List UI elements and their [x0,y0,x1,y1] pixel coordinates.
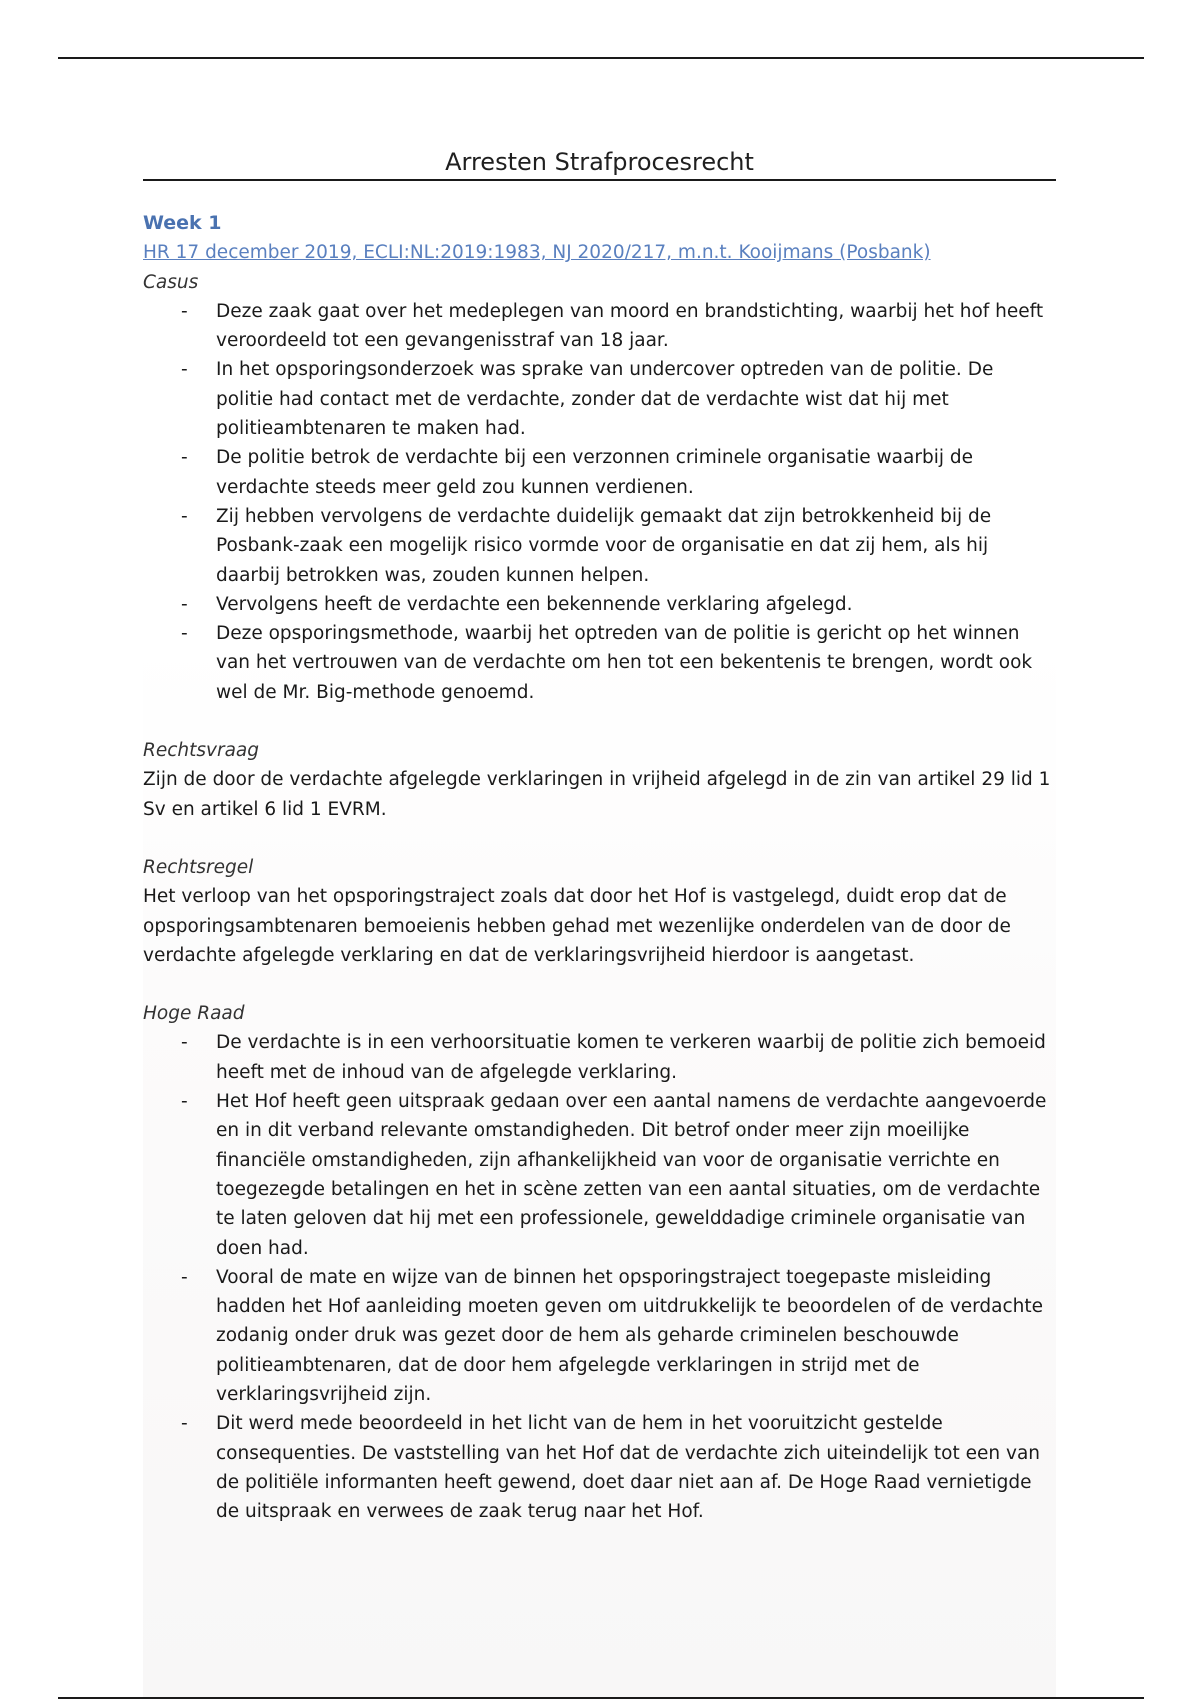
list-item-text: Dit werd mede beoordeeld in het licht van de hem in het vooruitzicht gestelde consequenties. De vaststelling van het Hof dat de verdachte zich uiteindelijk tot een van de politiële informanten heeft gewend, doet daar niet aan af. De Hoge Raad vernietigde de uitspraak en verwees de zaak terug naar het Hof. [216,1413,1041,1523]
list-item [143,1263,1056,1409]
dash-bullet: - [181,1032,188,1054]
hoge-raad-section [143,999,1056,1526]
rechtsregel-heading: Rechtsregel [143,856,254,878]
rechtsregel-text: Het verloop van het opsporingstraject zoals dat door het Hof is vastgelegd, duidt erop dat de opsporingsambtenaren bemoeienis hebben gehad met wezenlijke onderdelen van de door de verdachte afgelegde verklaring en dat de verklaringsvrijheid hierdoor is aangetast. [143,886,1011,966]
list-item-text: Vooral de mate en wijze van de binnen het opsporingstraject toegepaste misleiding hadden het Hof aanleiding moeten geven om uitdrukkelijk te beoordelen of de verdachte zodanig onder druk was gezet door de hem als geharde criminelen beschouwde politieambtenaren, dat de door hem afgelegde verklaringen in strijd met de verklaringsvrijheid zijn. [216,1266,1044,1405]
list-item [143,297,1056,356]
rechtsregel-section [143,853,1056,970]
dash-bullet: - [181,1091,188,1113]
rechtsvraag-text: Zijn de door de verdachte afgelegde verklaringen in vrijheid afgelegd in de zin van artikel 29 lid 1 Sv en artikel 6 lid 1 EVRM. [143,769,1051,820]
dash-bullet: - [181,447,188,469]
document-title: Arresten Strafprocesrecht [445,148,754,176]
page-bottom-rule [58,1697,1144,1699]
list-item-text: In het opsporingsonderzoek was sprake van undercover optreden van de politie. De politie had contact met de verdachte, zonder dat de verdachte wist dat hij met politieambtenaren te maken had. [216,359,994,440]
hoge-raad-heading: Hoge Raad [143,1003,245,1025]
list-item [143,619,1056,707]
dash-bullet: - [181,593,188,615]
week-heading: Week 1 [143,212,222,234]
list-item-text: Het Hof heeft geen uitspraak gedaan over een aantal namens de verdachte aangevoerde en in dit verband relevante omstandigheden. Dit betrof onder meer zijn moeilijke financiële omstandigheden, zijn afhankelijkheid van voor de organisatie verrichte en toegezegde betalingen en het in scène zetten van een aantal situaties, om de verdachte te laten geloven dat hij met een professionele, gewelddadige criminele organisatie van doen had. [216,1091,1047,1259]
list-item [143,443,1056,502]
dash-bullet: - [181,505,188,527]
section-spacer [143,970,1056,999]
list-item-text: Deze opsporingsmethode, waarbij het optreden van de politie is gericht op het winnen van het vertrouwen van de verdachte om hen tot een bekentenis te brengen, wordt ook wel de Mr. Big-methode genoemd. [216,623,1033,703]
list-item-text: Deze zaak gaat over het medeplegen van moord en brandstichting, waarbij het hof heeft veroordeeld tot een gevangenisstraf van 18 jaar. [216,300,1044,352]
dash-bullet: - [181,1413,188,1435]
dash-bullet: - [181,623,188,645]
list-item-text: De verdachte is in een verhoorsituatie komen te verkeren waarbij de politie zich bemoeid heeft met de inhoud van de afgelegde verklaring. [216,1032,1046,1083]
casus-list [143,297,1056,707]
list-item [143,590,1056,619]
list-item-text: De politie betrok de verdachte bij een verzonnen criminele organisatie waarbij de verdachte steeds meer geld zou kunnen verdienen. [216,447,973,498]
rechtsvraag-section [143,736,1056,824]
casus-heading: Casus [143,271,199,293]
list-item [143,502,1056,590]
list-item-text: Zij hebben vervolgens de verdachte duidelijk gemaakt dat zijn betrokkenheid bij de Posbank-zaak een mogelijk risico vormde voor de organisatie en dat zij hem, als hij daarbij betrokken was, zouden kunnen helpen. [216,505,992,586]
dash-bullet: - [181,1266,188,1288]
section-spacer [143,824,1056,853]
document-body [143,209,1056,1526]
case-reference-link[interactable]: HR 17 december 2019, ECLI:NL:2019:1983, NJ 2020/217, m.n.t. Kooijmans (Posbank) [143,242,931,264]
list-item-text: Vervolgens heeft de verdachte een bekennende verklaring afgelegd. [216,593,853,615]
hoge-raad-list [143,1028,1056,1526]
rechtsvraag-heading: Rechtsvraag [143,740,259,762]
section-spacer [143,707,1056,736]
casus-section [143,268,1056,707]
list-item [143,355,1056,443]
title-underline [143,179,1056,181]
page-top-rule [58,57,1144,59]
list-item [143,1409,1056,1526]
dash-bullet: - [181,300,188,322]
list-item [143,1087,1056,1263]
dash-bullet: - [181,359,188,381]
list-item [143,1028,1056,1087]
